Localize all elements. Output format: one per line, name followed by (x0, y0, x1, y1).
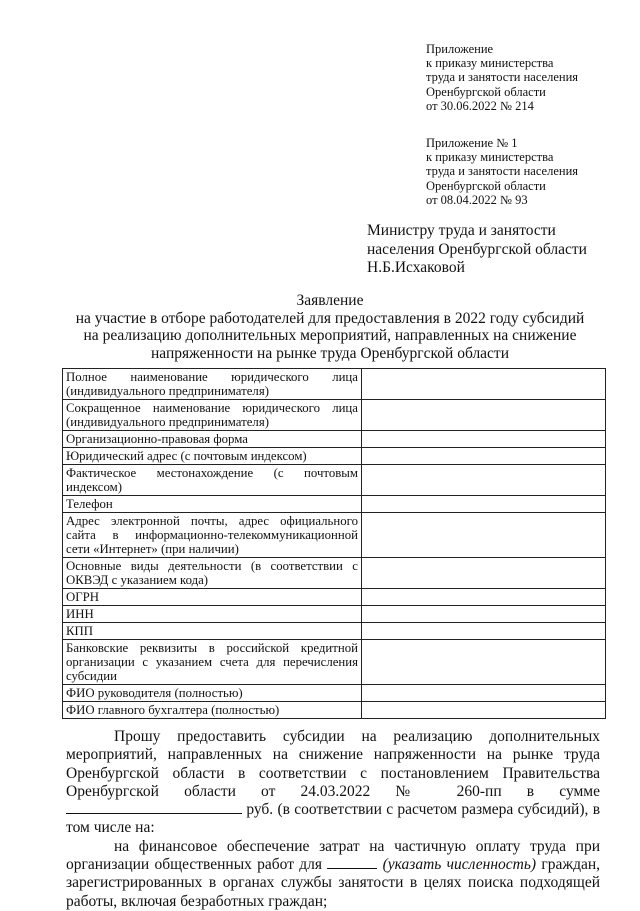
appendix-line: от 30.06.2022 № 214 (426, 98, 534, 113)
purpose-paragraph (66, 838, 600, 911)
row-label-email-website: Адрес электронной почты, адрес официального сайта в информационно-телекоммуникационной сети «Интернет» (при наличии) (63, 513, 362, 558)
row-value-field[interactable] (361, 513, 605, 558)
table-row (63, 400, 606, 431)
row-label-short-name: Сокращенное наименование юридического лица (индивидуального предпринимателя) (63, 400, 362, 431)
row-value-field[interactable] (361, 431, 605, 448)
table-row (63, 465, 606, 496)
amount-blank-field[interactable] (66, 801, 242, 814)
row-label-full-name: Полное наименование юридического лица (индивидуального предпринимателя) (63, 369, 362, 400)
table-row (63, 606, 606, 623)
appendix-line: труда и занятости населения (426, 164, 579, 179)
request-text-tail: руб. (в соответствии с расчетом размера субсидий), в том числе на: (66, 801, 601, 837)
appendix-header-1 (426, 42, 636, 113)
row-value-field[interactable] (361, 589, 605, 606)
appendix-line: к приказу министерства (426, 150, 554, 165)
row-value-field[interactable] (361, 640, 605, 685)
addressee-line: Н.Б.Исхаковой (367, 259, 465, 276)
row-value-field[interactable] (361, 369, 605, 400)
appendix-line: от 08.04.2022 № 93 (426, 192, 528, 207)
row-value-field[interactable] (361, 685, 605, 702)
row-value-field[interactable] (361, 702, 605, 719)
row-label-accountant-name: ФИО главного бухгалтера (полностью) (63, 702, 362, 719)
applicant-info-table (62, 368, 606, 719)
row-label-ogrn: ОГРН (63, 589, 362, 606)
addressee-line: населения Оренбургской области (367, 240, 587, 258)
appendix-line: Оренбургской области (426, 178, 546, 193)
purpose-hint: (указать численность) (382, 856, 537, 874)
table-row (63, 702, 606, 719)
title-line: напряженности на рынке труда Оренбургской области (150, 344, 510, 362)
appendix-line: труда и занятости населения (426, 70, 579, 85)
row-label-legal-address: Юридический адрес (с почтовым индексом) (63, 448, 362, 465)
row-value-field[interactable] (361, 448, 605, 465)
appendix-line: Оренбургской области (426, 84, 546, 99)
row-label-inn: ИНН (63, 606, 362, 623)
appendix-line: к приказу министерства (426, 56, 554, 71)
row-label-kpp: КПП (63, 623, 362, 640)
row-value-field[interactable] (361, 496, 605, 513)
request-text: Прошу предоставить субсидии на реализацию дополнительных мероприятий, направленных на снижение напряженности на рынке труда Оренбургской области в соответствии с постановлением Правительства Оренбургской области от 24.03.2022 № 260-пп в сумме (66, 728, 600, 800)
table-row (63, 558, 606, 589)
row-label-legal-form: Организационно-правовая форма (63, 431, 362, 448)
row-value-field[interactable] (361, 558, 605, 589)
row-value-field[interactable] (361, 465, 605, 496)
table-row (63, 685, 606, 702)
addressee-line: Министру труда и занятости (367, 222, 556, 239)
table-row (63, 431, 606, 448)
request-body (66, 728, 600, 911)
headcount-blank-field[interactable] (327, 856, 377, 869)
row-label-director-name: ФИО руководителя (полностью) (63, 685, 362, 702)
table-row (63, 369, 606, 400)
purpose-text: на финансовое обеспечение затрат на частичную оплату труда при организации общественных работ для (66, 837, 600, 874)
appendix-header-2 (426, 136, 636, 207)
purpose-text-end: граждан, зарегистрированных в органах службы занятости в целях поиска подходящей работы, включая безработных граждан; (66, 856, 601, 910)
title-line: на участие в отборе работодателей для предоставления в 2022 году субсидий (75, 309, 585, 327)
row-label-actual-address: Фактическое местонахождение (с почтовым индексом) (63, 465, 362, 496)
table-row (63, 448, 606, 465)
appendix-line: Приложение (426, 42, 494, 56)
row-value-field[interactable] (361, 623, 605, 640)
title-line: на реализацию дополнительных мероприятий, направленных на снижение (83, 327, 577, 344)
title-heading: Заявление (296, 292, 364, 309)
addressee-block (367, 222, 587, 278)
document-title (40, 292, 620, 362)
row-value-field[interactable] (361, 606, 605, 623)
row-value-field[interactable] (361, 400, 605, 431)
row-label-phone: Телефон (63, 496, 362, 513)
table-row (63, 640, 606, 685)
row-label-bank-details: Банковские реквизиты в российской кредитной организации с указанием счета для перечисления субсидии (63, 640, 362, 685)
row-label-activity-okved: Основные виды деятельности (в соответствии с ОКВЭД с указанием кода) (63, 558, 362, 589)
table-row (63, 589, 606, 606)
appendix-line: Приложение № 1 (426, 136, 518, 150)
table-row (63, 623, 606, 640)
request-paragraph (66, 728, 600, 838)
table-row (63, 513, 606, 558)
table-row (63, 496, 606, 513)
